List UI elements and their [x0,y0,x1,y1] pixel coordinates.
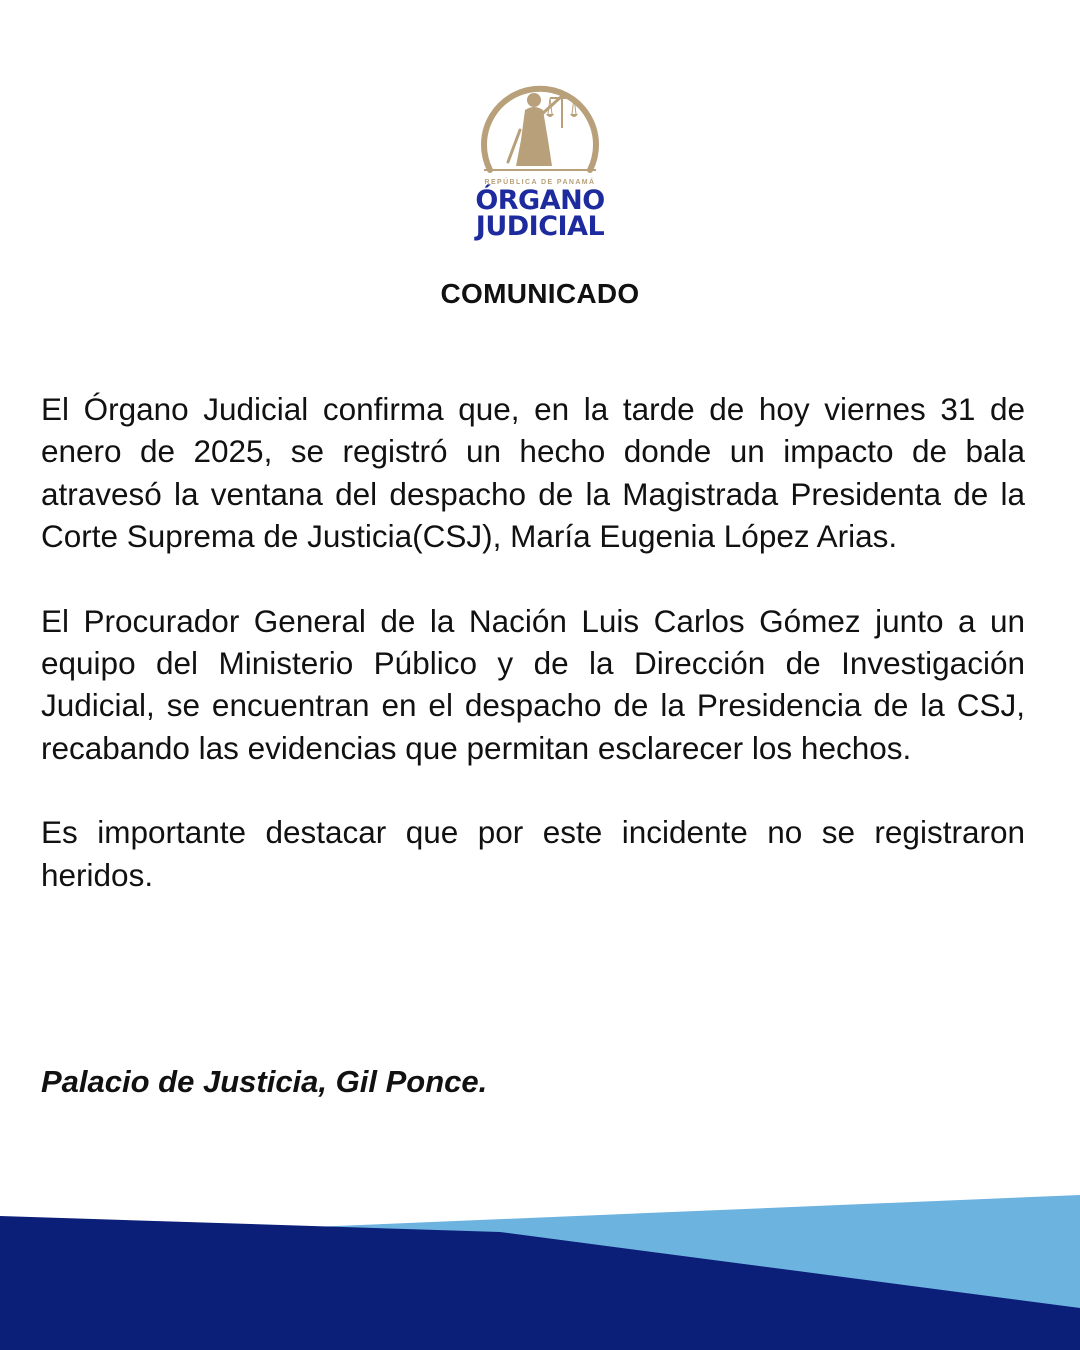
organo-judicial-logo [470,70,610,240]
paragraph-3: Es importante destacar que por este incidente no se registraron heridos. [41,814,1025,893]
paragraph-1: El Órgano Judicial confirma que, en la tarde de hoy viernes 31 de enero de 2025, se registró un hecho donde un impacto de bala atravesó la ventana del despacho de la Magistrada Presidenta de la Corte Suprema de Justicia(CSJ), María Eugenia López Arias. [41,391,1025,555]
signature-line: Palacio de Justicia, Gil Ponce. [41,1064,488,1099]
logo-subtitle: REPÚBLICA DE PANAMÁ [484,179,596,186]
logo-wordmark-line1: ÓRGANO [475,185,605,216]
footer-wave-decoration [0,1190,1080,1350]
justice-emblem-icon [470,70,610,180]
logo-wordmark-line2: JUDICIAL [475,211,605,242]
document-title: COMUNICADO [440,278,640,309]
paragraph-2: El Procurador General de la Nación Luis Carlos Gómez junto a un equipo del Ministerio Público y de la Dirección de Investigación Judicial, se encuentran en el despacho de la Presidencia de la CSJ, recabando las evidencias que permitan esclarecer los hechos. [41,602,1025,766]
document-body [41,388,1025,896]
